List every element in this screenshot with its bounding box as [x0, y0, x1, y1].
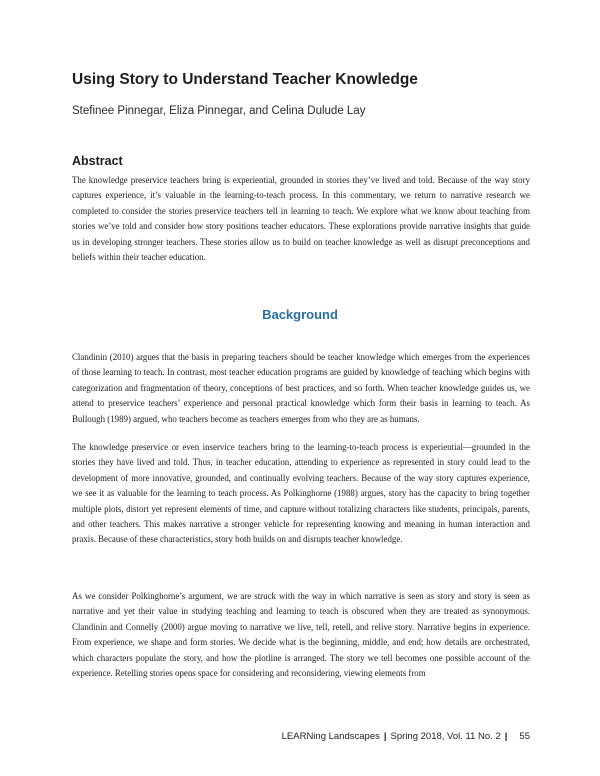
abstract-paragraph: The knowledge preservice teachers bring is experiential, grounded in stories they’ve lived and told. Because of the way story captures experience, it’s valuable in the learning-to-teach process. In this commentary, we return to narrative research we completed to consider the stories preservice teachers tell in learning to teach. We explore what we know about teaching from stories we’ve told and consider how story positions teacher educators. These explorations provide narrative insights that guide us in developing stronger teachers. These stories allow us to build on teacher knowledge as well as disrupt preconceptions and beliefs within their teacher education. [72, 175, 530, 263]
body-paragraph: The knowledge preservice or even inservice teachers bring to the learning-to-teach process is experiential—grounded in the stories they have lived and told. Thus, in teacher education, attending to experience as represented in story could lead to the development of more innovative, grounded, and continually evolving teachers. Because of the way story captures experience, we see it as valuable for the learning to teach process. As Polkinghorne (1988) argues, story has the capacity to bring together multiple plots, distort yet represent elements of time, and capture without totalizing characters like students, principals, parents, and other teachers. This makes narrative a stronger vehicle for representing knowing and meaning in human interaction and praxis. Because of these characteristics, story both builds on and disrupts teacher knowledge. [72, 442, 530, 545]
journal-name: LEARNing Landscapes [281, 731, 380, 742]
author-list: Stefinee Pinnegar, Eliza Pinnegar, and Celina Dulude Lay [72, 105, 366, 117]
article-title: Using Story to Understand Teacher Knowledge [72, 71, 418, 88]
abstract-heading: Abstract [72, 154, 123, 168]
body-paragraph: As we consider Polkinghorne’s argument, we are struck with the way in which narrative is seen as story and story is seen as narrative and yet their value in studying teaching and learning to teach is obscured when they are treated as synonymous. Clandinin and Connelly (2000) argue moving to narrative we live, tell, retell, and relive story. Narrative begins in experience. From experience, we shape and form stories. We decide what is the beginning, middle, and end; how details are orchestrated, which characters populate the story, and how the plotline is arranged. The story we tell becomes one possible account of the experience. Retelling stories opens space for considering and reconsidering, viewing elements from [72, 591, 530, 679]
footer-separator: | [504, 731, 508, 742]
footer-separator: | [383, 731, 387, 742]
body-paragraph: Clandinin (2010) argues that the basis in preparing teachers should be teacher knowledge which emerges from the experiences of those learning to teach. In contrast, most teacher education programs are guided by knowledge of teaching which begins with categorization and fragmentation of theory, conceptions of best practices, and so forth. When teacher knowledge guides us, we attend to preservice teachers’ experience and personal practical knowledge which form their basis in learning to teach. As Bullough (1989) argued, who teachers become as teachers emerges from who they are as humans. [72, 352, 530, 424]
page-number: 55 [519, 731, 530, 742]
page-footer [282, 730, 530, 744]
background-heading: Background [262, 307, 338, 322]
issue-info: Spring 2018, Vol. 11 No. 2 [390, 731, 501, 742]
